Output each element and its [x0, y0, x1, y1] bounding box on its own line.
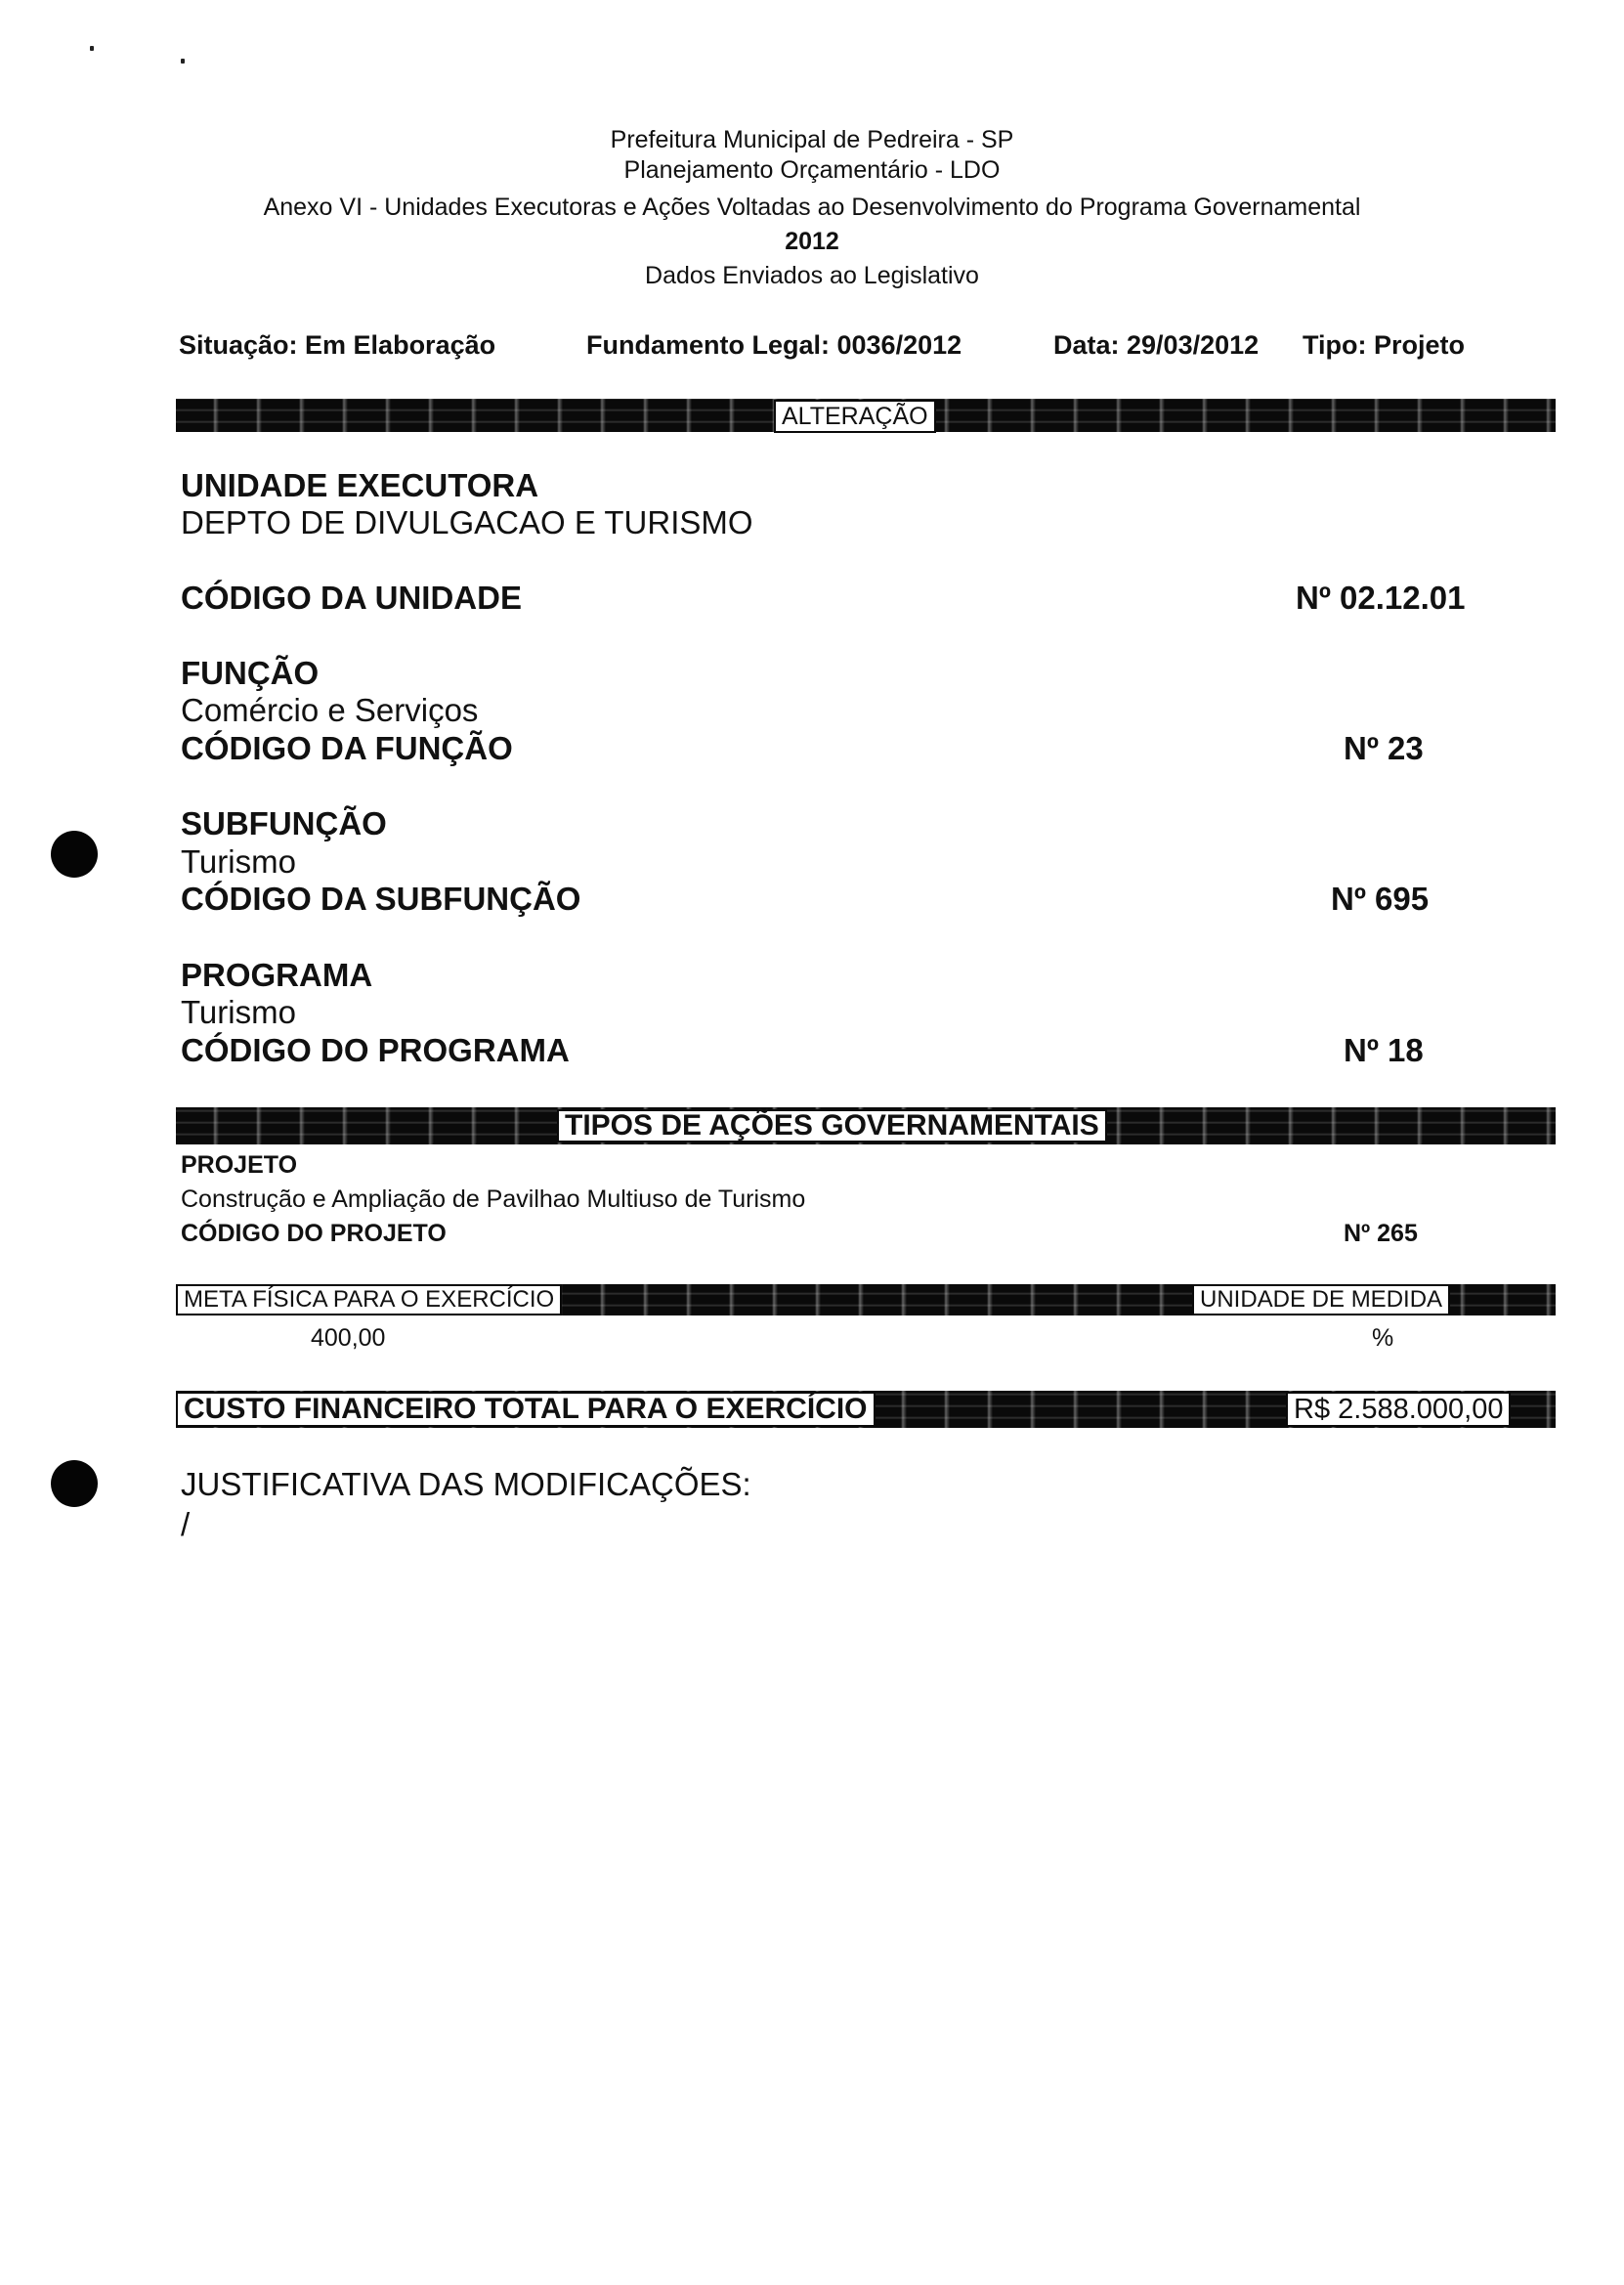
programa-code-label: CÓDIGO DO PROGRAMA: [181, 1032, 570, 1068]
subfuncao-name: Turismo: [181, 843, 296, 880]
header-municipality: Prefeitura Municipal de Pedreira - SP: [610, 126, 1014, 153]
header-annex: Anexo VI - Unidades Executoras e Ações Voltadas ao Desenvolvimento do Programa Governamental: [263, 194, 1361, 221]
unidade-medida-value: %: [1372, 1324, 1394, 1352]
meta-fisica-value: 400,00: [311, 1324, 386, 1352]
projeto-name: Construção e Ampliação de Pavilhao Multiuso de Turismo: [181, 1186, 806, 1213]
tipos-acoes-bar: [176, 1107, 1556, 1144]
programa-code-value: Nº 18: [1344, 1032, 1424, 1068]
custo-bar: [176, 1391, 1556, 1428]
binder-hole: [51, 831, 98, 878]
situacao-label: Situação: Em Elaboração: [179, 330, 496, 360]
meta-fisica-bar: [176, 1284, 1556, 1315]
justificativa-label: JUSTIFICATIVA DAS MODIFICAÇÕES:: [181, 1466, 751, 1502]
unidade-code-label: CÓDIGO DA UNIDADE: [181, 580, 522, 616]
scan-speck: [90, 46, 94, 51]
custo-value: R$ 2.588.000,00: [1286, 1392, 1511, 1427]
binder-hole: [51, 1460, 98, 1507]
projeto-code-value: Nº 265: [1344, 1220, 1418, 1247]
funcao-code-label: CÓDIGO DA FUNÇÃO: [181, 730, 513, 766]
tipo-label: Tipo: Projeto: [1303, 330, 1465, 360]
header-planning: Planejamento Orçamentário - LDO: [623, 156, 1001, 184]
meta-fisica-label: META FÍSICA PARA O EXERCÍCIO: [176, 1284, 562, 1315]
custo-label: CUSTO FINANCEIRO TOTAL PARA O EXERCÍCIO: [176, 1392, 876, 1427]
justificativa-value: /: [181, 1506, 191, 1542]
alteracao-bar: [176, 399, 1556, 432]
unidade-heading: UNIDADE EXECUTORA: [181, 467, 539, 503]
header-year: 2012: [785, 228, 839, 255]
data-label: Data: 29/03/2012: [1053, 330, 1260, 360]
unidade-name: DEPTO DE DIVULGACAO E TURISMO: [181, 504, 753, 540]
tipos-acoes-label: TIPOS DE AÇÕES GOVERNAMENTAIS: [557, 1109, 1107, 1142]
projeto-code-label: CÓDIGO DO PROJETO: [181, 1220, 447, 1247]
unidade-code-value: Nº 02.12.01: [1296, 580, 1466, 616]
programa-heading: PROGRAMA: [181, 957, 373, 993]
funcao-name: Comércio e Serviços: [181, 692, 479, 728]
programa-name: Turismo: [181, 994, 296, 1030]
header-subtitle: Dados Enviados ao Legislativo: [645, 262, 979, 289]
funcao-code-value: Nº 23: [1344, 730, 1424, 766]
subfuncao-heading: SUBFUNÇÃO: [181, 805, 387, 841]
unidade-medida-label: UNIDADE DE MEDIDA: [1192, 1284, 1450, 1315]
projeto-heading: PROJETO: [181, 1151, 298, 1179]
subfuncao-code-label: CÓDIGO DA SUBFUNÇÃO: [181, 881, 581, 917]
scan-speck: [181, 59, 185, 64]
funcao-heading: FUNÇÃO: [181, 655, 320, 691]
alteracao-label: ALTERAÇÃO: [774, 400, 936, 433]
subfuncao-code-value: Nº 695: [1331, 881, 1430, 917]
fundamento-label: Fundamento Legal: 0036/2012: [586, 330, 962, 360]
